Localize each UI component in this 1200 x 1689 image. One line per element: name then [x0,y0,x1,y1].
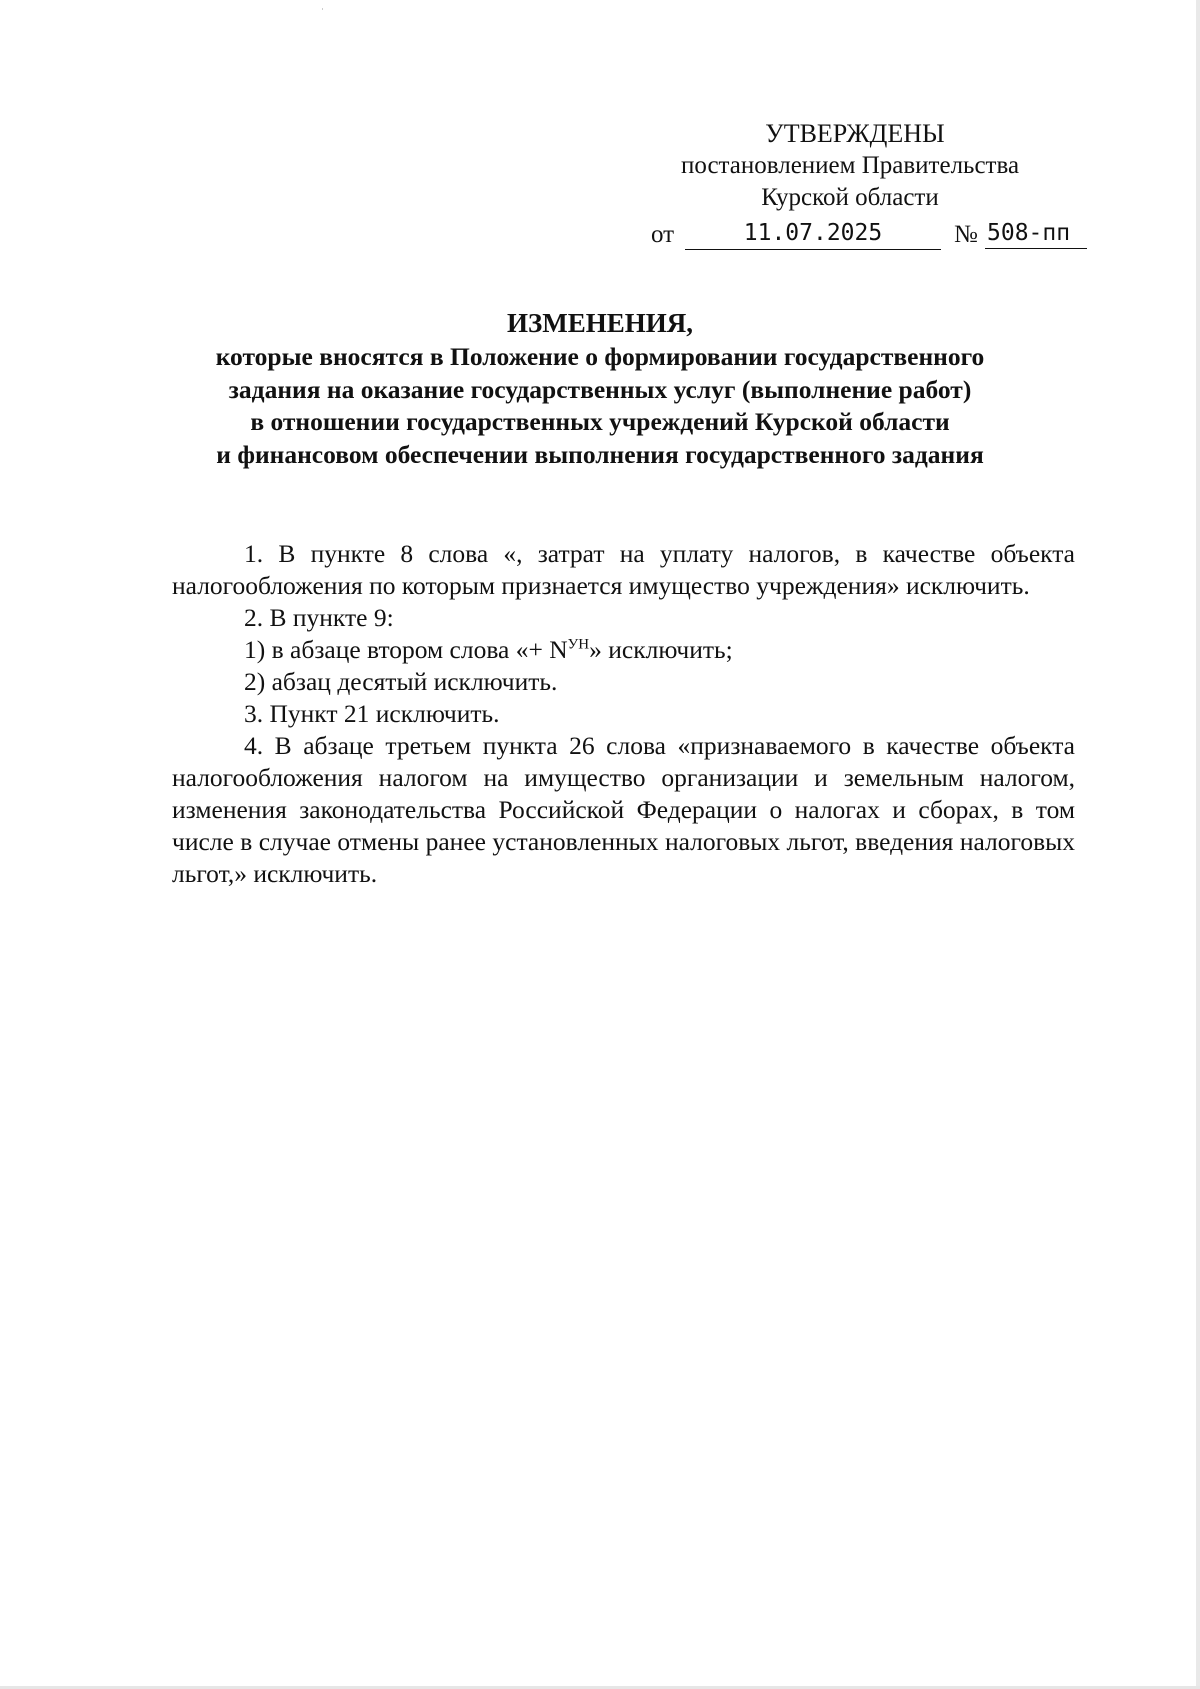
date-prefix: от [651,221,675,248]
approval-heading: УТВЕРЖДЕНЫ [765,119,945,148]
scan-artifact [322,8,323,10]
number-sign: № [954,221,978,248]
approval-line-region: Курской области [761,184,939,211]
decree-date-number-line [651,219,1087,253]
page-edge [1196,0,1200,1689]
approval-line-resolution: постановлением Правительства [680,152,1020,179]
superscript-un: УН [567,636,590,653]
document-title [150,305,1050,471]
subitem-1-text-start: 1) в абзаце втором слова «+ N [244,635,568,664]
decree-date: 11.07.2025 [685,219,941,250]
decree-number: 508-пп [985,219,1087,249]
paragraph-item-3: 3. Пункт 21 исключить. [244,699,500,728]
document-body [172,538,1075,890]
title-line-3: в отношении государственных учреждений Курской области [250,407,950,436]
approval-block [640,118,1060,214]
title-line-4: и финансовом обеспечении выполнения государственного задания [216,439,984,469]
paragraph-subitem-2: 2) абзац десятый исключить. [244,667,558,696]
subitem-1-text-end: » исключить; [589,635,733,664]
paragraph-item-4: 4. В абзаце третьем пункта 26 слова «признаваемого в качестве объекта налогообложения налогом на имущество организации и земельным налогом, изменения законодательства Российской Федерации о налогах и сборах, в том числе в случае отмены ранее установленных налоговых льгот, введения налоговых льгот,» исключить. [172,731,1075,888]
paragraph-item-2: 2. В пункте 9: [244,603,394,632]
paragraph-subitem-1 [172,634,1075,666]
title-main: ИЗМЕНЕНИЯ, [506,308,693,338]
paragraph-item-1: 1. В пункте 8 слова «, затрат на уплату налогов, в качестве объекта налогообложения по которым признается имущество учреждения» исключить. [172,539,1075,600]
title-line-1: которые вносятся в Положение о формировании государственного [215,342,985,371]
title-line-2: задания на оказание государственных услуг (выполнение работ) [228,374,972,404]
